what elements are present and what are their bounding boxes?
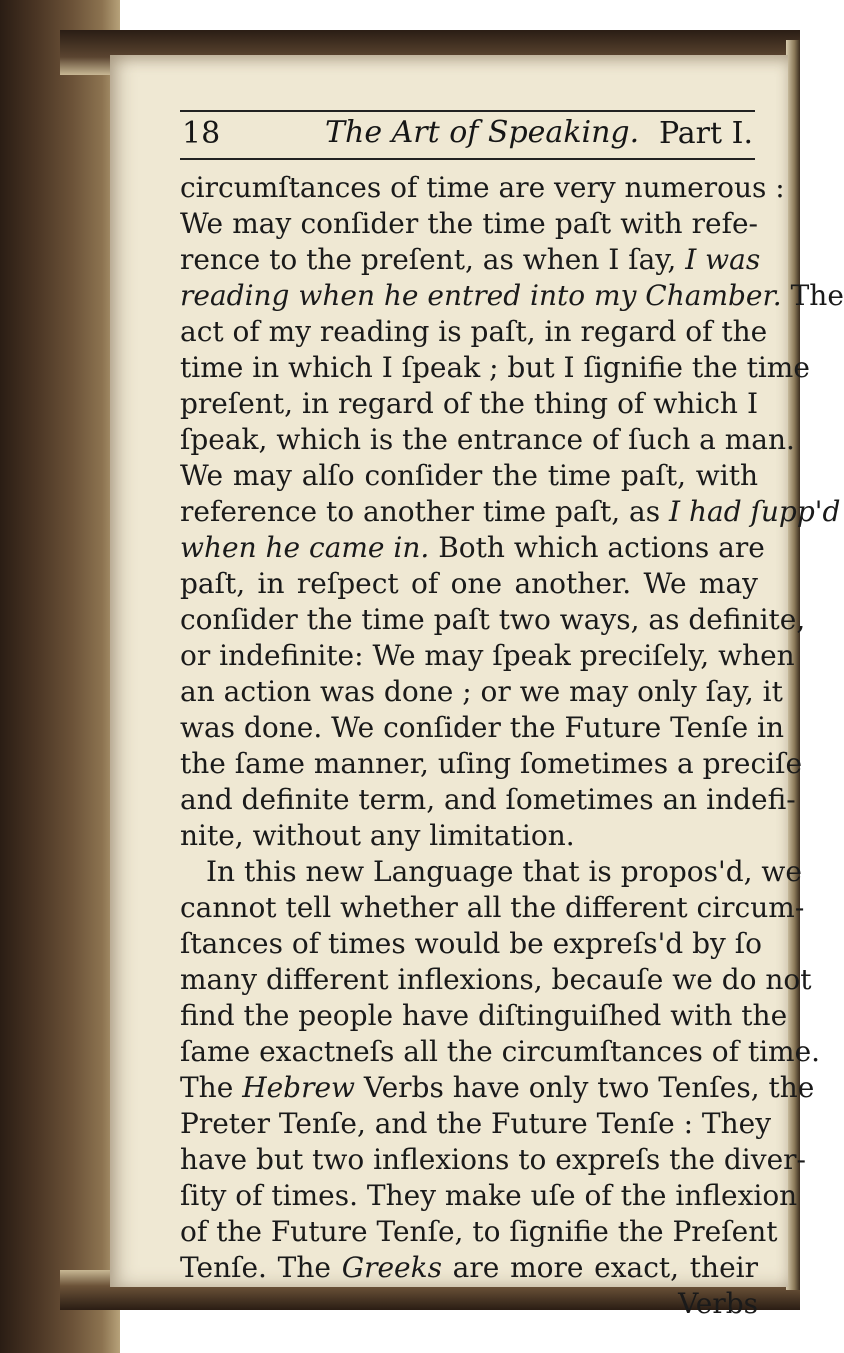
text-segment: Tenſe. The: [180, 1251, 342, 1284]
text-segment: cannot tell whether all the different circum-: [180, 891, 805, 924]
italic-text: when he came in.: [180, 531, 430, 564]
text-line: [180, 854, 802, 890]
text-line: [180, 1034, 821, 1070]
text-segment: have but two inflexions to expreſs the diver-: [180, 1143, 806, 1176]
text-segment: act of my reading is paſt, in regard of the: [180, 315, 768, 348]
text-segment: preſent, in regard of the thing of which I: [180, 387, 758, 420]
italic-text: Hebrew: [242, 1071, 356, 1104]
text-segment: conſider the time paſt two ways, as definite,: [180, 603, 806, 636]
text-line: [180, 494, 841, 530]
text-line: [180, 422, 795, 458]
text-line: [180, 530, 765, 566]
text-line: [180, 782, 796, 818]
text-segment: reference to another time paſt, as: [180, 495, 669, 528]
page-number: 18: [182, 116, 221, 151]
running-title: The Art of Speaking.: [325, 115, 640, 150]
text-line: [180, 1106, 772, 1142]
italic-text: Greeks: [341, 1251, 442, 1284]
text-segment: The: [180, 1071, 243, 1104]
text-segment: are more exact, their: [441, 1251, 758, 1284]
text-segment: rence to the preſent, as when I ſay,: [180, 243, 686, 276]
text-line: [180, 458, 758, 494]
text-segment: In this new Language that is propos'd, we: [206, 855, 802, 888]
text-line: [180, 746, 803, 782]
text-segment: circumſtances of time are very numerous :: [180, 171, 785, 204]
text-segment: an action was done ; or we may only ſay, it: [180, 675, 783, 708]
text-segment: ſpeak, which is the entrance of ſuch a man.: [180, 423, 795, 456]
text-line: [180, 1214, 778, 1250]
text-line: [180, 206, 758, 242]
text-segment: ſtances of times would be expreſs'd by ſo: [180, 927, 762, 960]
text-line: [180, 710, 785, 746]
part-label: Part I.: [658, 116, 753, 151]
text-line: [180, 638, 795, 674]
text-segment: or indefinite: We may ſpeak preciſely, when: [180, 639, 795, 672]
text-line: [180, 602, 806, 638]
text-segment: We may alſo conſider the time paſt, with: [180, 459, 758, 492]
header-rule-bottom: [180, 158, 755, 160]
text-segment: nite, without any limitation.: [180, 819, 575, 852]
text-line: [180, 1250, 758, 1286]
running-header: [180, 112, 755, 156]
text-segment: paſt, in reſpect of one another. We may: [180, 567, 758, 600]
text-segment: Preter Tenſe, and the Future Tenſe : They: [180, 1107, 772, 1140]
text-segment: Both which actions are: [429, 531, 765, 564]
text-segment: of the Future Tenſe, to ſignifie the Preſent: [180, 1215, 778, 1248]
text-segment: ſity of times. They make uſe of the inflexion: [180, 1179, 798, 1212]
text-line: [180, 278, 844, 314]
text-line: [180, 1070, 815, 1106]
text-line: [180, 962, 812, 998]
text-line: [180, 170, 785, 206]
text-line: [180, 890, 805, 926]
text-segment: find the people have diſtinguiſhed with the: [180, 999, 788, 1032]
text-line: [180, 1178, 798, 1214]
text-segment: the ſame manner, uſing ſometimes a preciſe: [180, 747, 803, 780]
italic-text: I was: [685, 243, 761, 276]
text-line: [180, 926, 762, 962]
text-line: [180, 242, 761, 278]
italic-text: I had ſupp'd: [669, 495, 841, 528]
text-line: [180, 350, 810, 386]
body-text: [180, 170, 844, 1322]
text-line: [180, 1142, 806, 1178]
text-segment: and definite term, and ſometimes an indefi-: [180, 783, 796, 816]
text-line: [180, 386, 758, 422]
text-line: [180, 818, 758, 854]
text-segment: The: [781, 279, 844, 312]
text-segment: ſame exactneſs all the circumſtances of time.: [180, 1035, 821, 1068]
text-segment: time in which I ſpeak ; but I ſignifie the time: [180, 351, 810, 384]
text-segment: Verbs have only two Tenſes, the: [355, 1071, 815, 1104]
text-segment: We may conſider the time paſt with refe-: [180, 207, 758, 240]
text-line: [180, 566, 758, 602]
text-line: [180, 998, 788, 1034]
text-line: [180, 1286, 758, 1322]
text-line: [180, 314, 768, 350]
book-binding: [0, 0, 120, 1353]
italic-text: reading when he entred into my Chamber.: [180, 279, 782, 312]
text-segment: was done. We conſider the Future Tenſe in: [180, 711, 785, 744]
text-segment: many different inflexions, becauſe we do not: [180, 963, 812, 996]
text-segment: Verbs: [678, 1287, 758, 1320]
text-line: [180, 674, 783, 710]
